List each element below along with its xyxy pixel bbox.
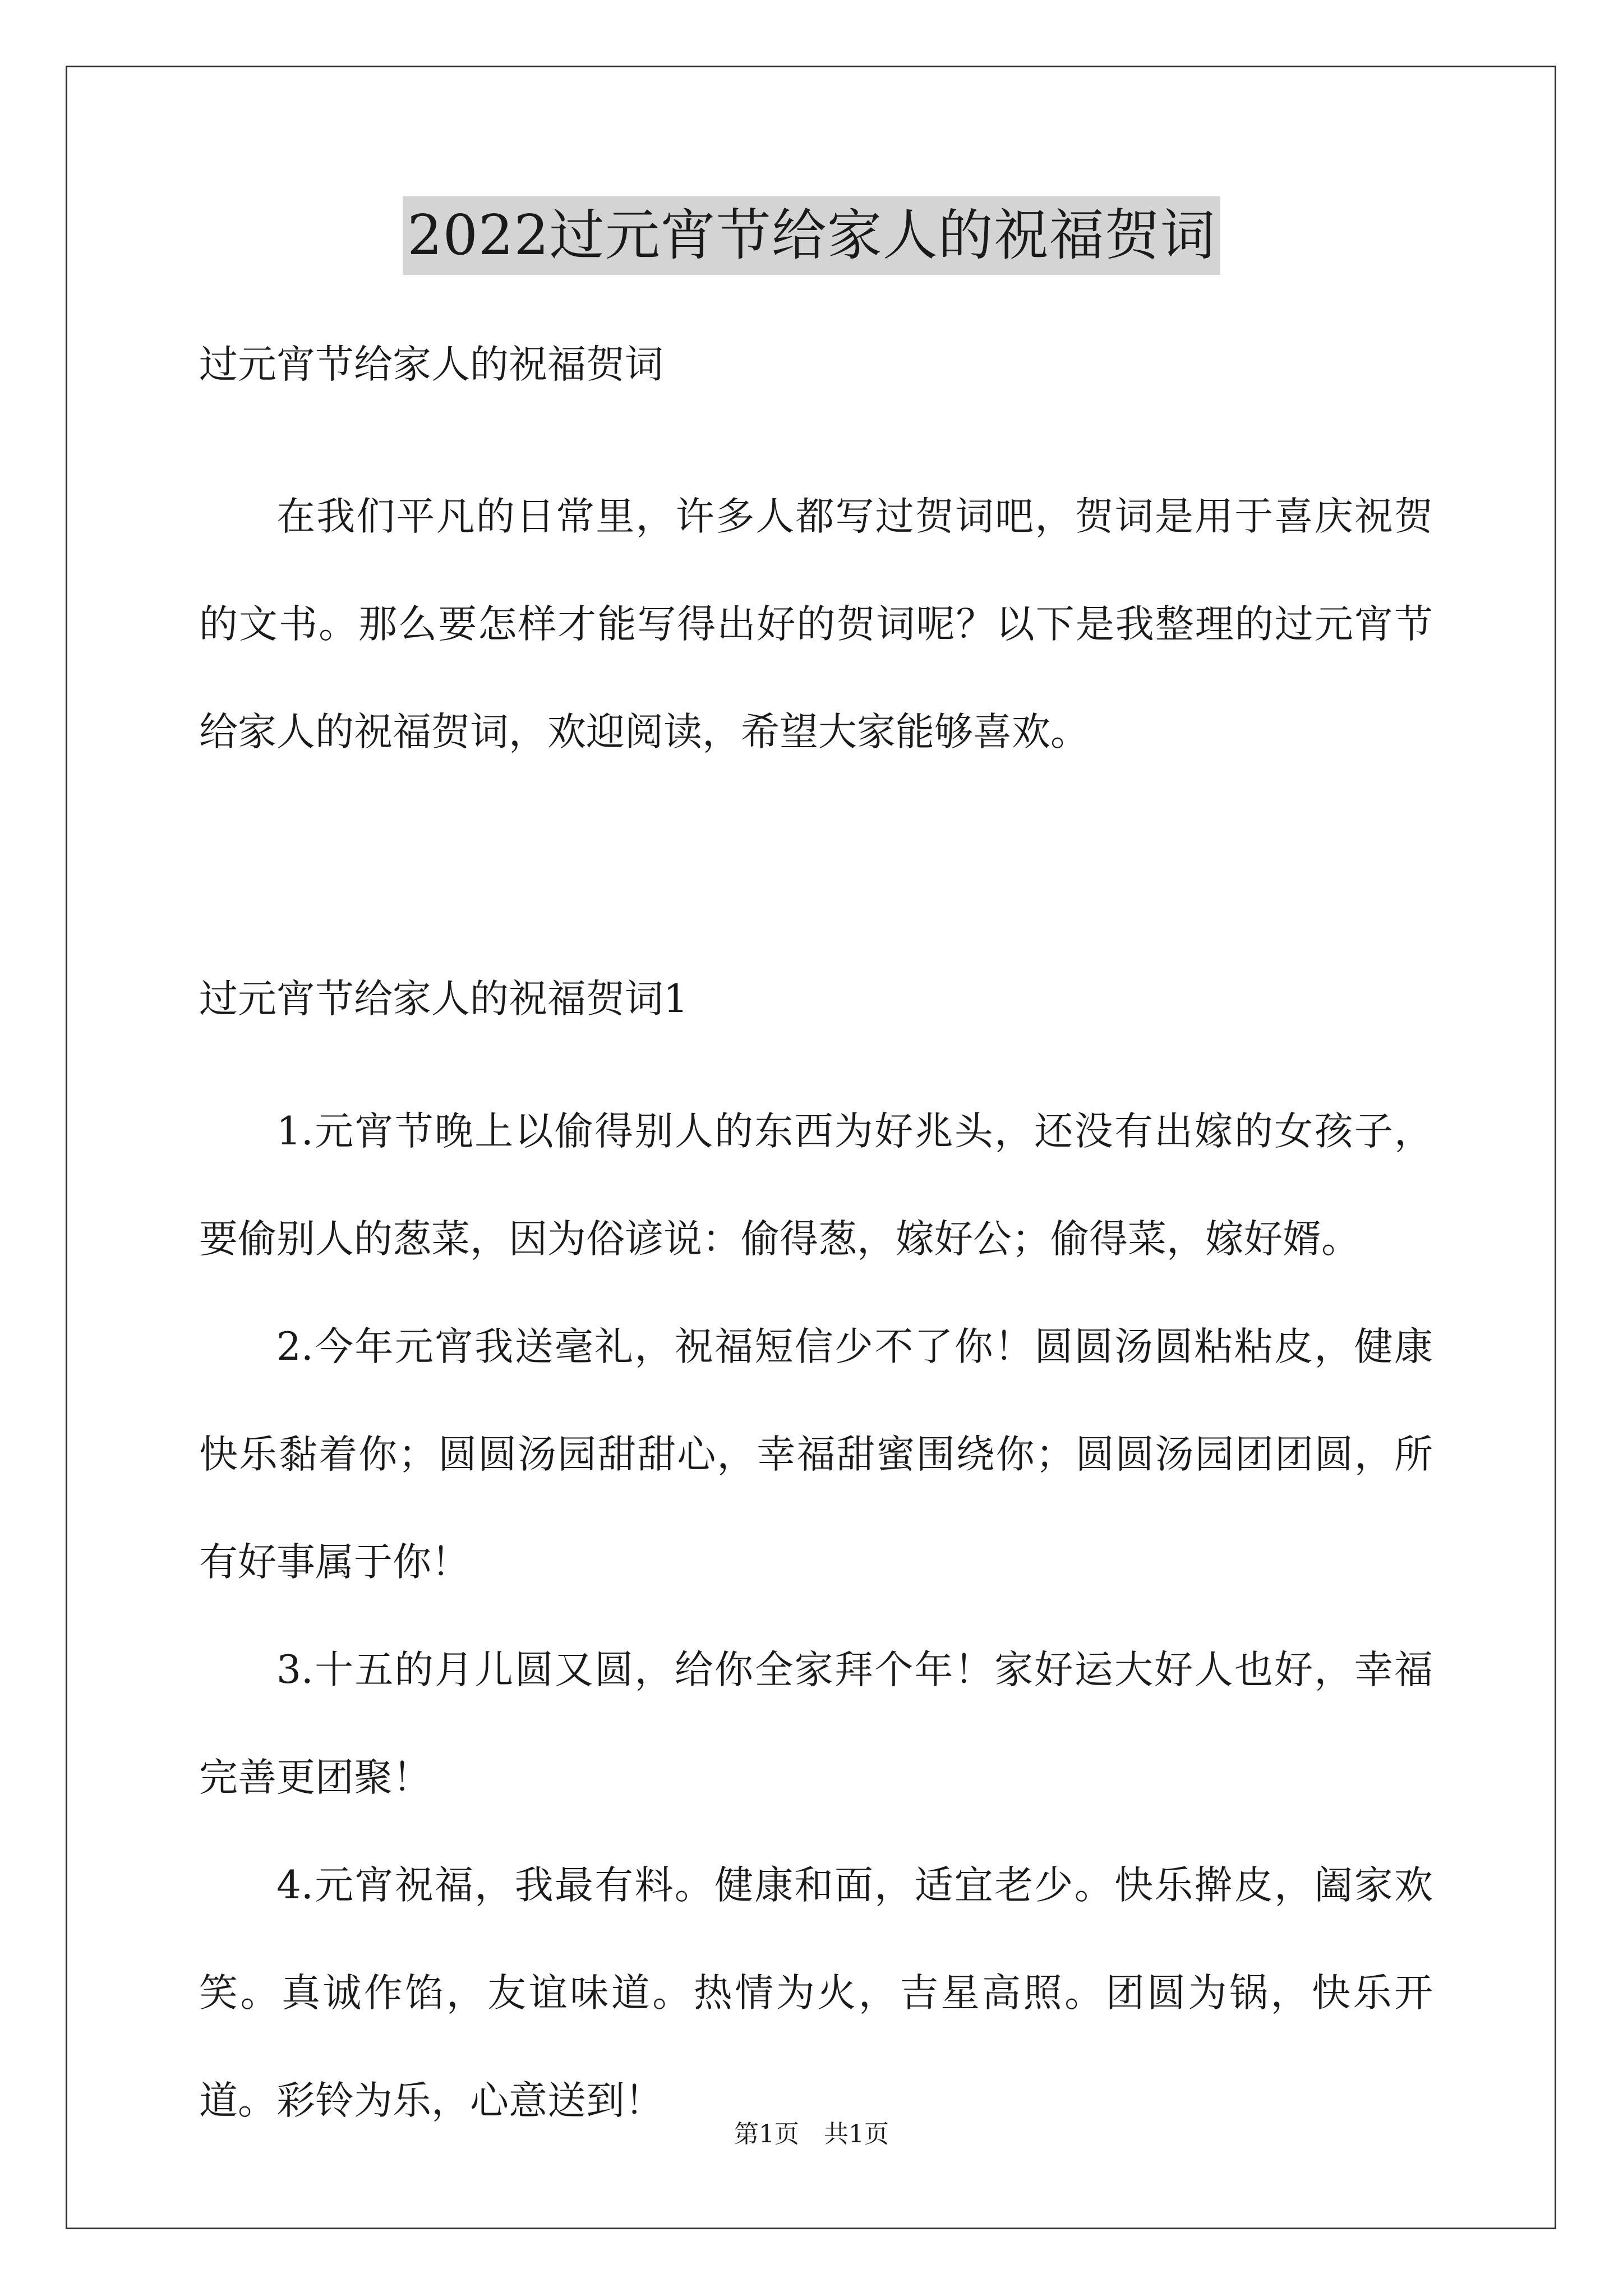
greeting-item-4: 4.元宵祝福，我最有料。健康和面，适宜老少。快乐擀皮，阖家欢笑。真诚作馅，友谊味道。热情为火，吉星高照。团圆为锅，快乐开道。彩铃为乐，心意送到！ (199, 1863, 1433, 2123)
document-body (199, 337, 1433, 2155)
title-container (0, 196, 1623, 275)
greeting-item-3: 3.十五的月儿圆又圆，给你全家拜个年！家好运大好人也好，幸福完善更团聚！ (199, 1648, 1433, 1800)
intro-paragraph: 在我们平凡的日常里，许多人都写过贺词吧，贺词是用于喜庆祝贺的文书。那么要怎样才能写得出好的贺词呢？以下是我整理的过元宵节给家人的祝福贺词，欢迎阅读，希望大家能够喜欢。 (199, 494, 1433, 754)
page-footer: 第1页 共1页 (734, 2120, 889, 2148)
section-heading: 过元宵节给家人的祝福贺词1 (199, 977, 688, 1022)
spacer (199, 393, 1433, 463)
greeting-item-1: 1.元宵节晚上以偷得别人的东西为好兆头，还没有出嫁的女孩子，要偷别人的葱菜，因为俗谚说：偷得葱，嫁好公；偷得菜，嫁好婿。 (199, 1109, 1433, 1262)
spacer (199, 1027, 1433, 1078)
spacer (199, 786, 1433, 971)
document-subtitle: 过元宵节给家人的祝福贺词 (199, 342, 663, 387)
document-title: 2022过元宵节给家人的祝福贺词 (403, 196, 1220, 275)
greeting-item-2: 2.今年元宵我送毫礼，祝福短信少不了你！圆圆汤圆粘粘皮，健康快乐黏着你；圆圆汤园甜甜心，幸福甜蜜围绕你；圆圆汤园团团圆，所有好事属于你！ (199, 1324, 1433, 1585)
